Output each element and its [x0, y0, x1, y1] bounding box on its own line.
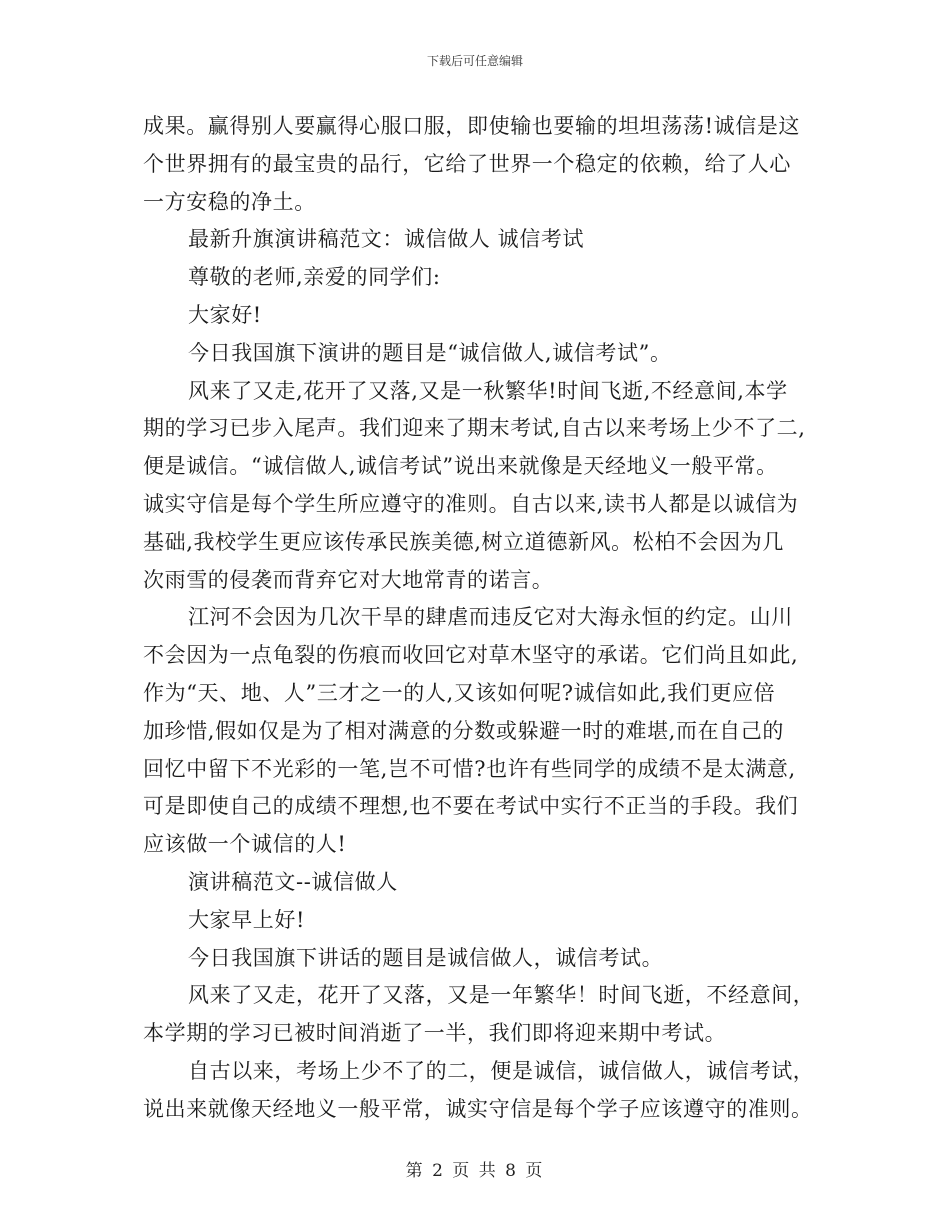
page-number-footer: 第 2 页 共 8 页: [405, 1161, 545, 1181]
text-line: 不会因为一点龟裂的伤痕而收回它对草木坚守的承诺。它们尚且如此,: [143, 643, 799, 668]
text-line: 一方安稳的净土。: [143, 189, 316, 214]
text-line: 成果。赢得别人要赢得心服口服，即使输也要输的坦坦荡荡!诚信是这: [143, 114, 801, 138]
text-line: 应该做一个诚信的人!: [143, 832, 347, 857]
text-line: 加珍惜,假如仅是为了相对满意的分数或躲避一时的难堪,而在自己的: [143, 718, 784, 743]
text-line: 今日我国旗下演讲的题目是“诚信做人,诚信考试”。: [188, 340, 672, 365]
text-line: 江河不会因为几次干旱的肆虐而违反它对大海永恒的约定。山川: [188, 605, 793, 630]
text-line: 自古以来，考场上少不了的二，便是诚信，诚信做人，诚信考试，: [188, 1058, 815, 1083]
text-line: 大家好!: [188, 302, 262, 327]
text-line: 期的学习已步入尾声。我们迎来了期末考试,自古以来考场上少不了二,: [143, 416, 806, 441]
text-line: 大家早上好!: [188, 907, 306, 932]
text-line: 演讲稿范文--诚信做人: [188, 869, 398, 894]
text-line: 可是即使自己的成绩不理想,也不要在考试中实行不正当的手段。我们: [143, 794, 799, 819]
text-line: 基础,我校学生更应该传承民族美德,树立道德新风。松柏不会因为几: [143, 529, 784, 554]
text-line: 说出来就像天经地义一般平常，诚实守信是每个学子应该遵守的准则。: [143, 1096, 813, 1121]
text-line: 今日我国旗下讲话的题目是诚信做人，诚信考试。: [188, 945, 664, 970]
text-line: 作为“天、地、人”三才之一的人,又该如何呢?诚信如此,我们更应倍: [143, 680, 776, 705]
page-header-note: 下载后可任意编辑: [426, 54, 523, 68]
text-line: 次雨雪的侵袭而背弃它对大地常青的诺言。: [143, 567, 554, 592]
text-line: 诚实守信是每个学生所应遵守的准则。自古以来,读书人都是以诚信为: [143, 491, 799, 516]
document-body: [143, 108, 815, 1129]
text-line: 尊敬的老师,亲爱的同学们:: [188, 265, 441, 290]
text-line: 本学期的学习已被时间消逝了一半，我们即将迎来期中考试。: [143, 1021, 727, 1046]
text-line: 风来了又走,花开了又落,又是一秋繁华!时间飞逝,不经意间,本学: [188, 378, 788, 403]
text-line: 便是诚信。“诚信做人,诚信考试”说出来就像是天经地义一般平常。: [143, 454, 778, 479]
text-line: 回忆中留下不光彩的一笔,岂不可惜?也许有些同学的成绩不是太满意,: [143, 756, 796, 781]
text-line: 风来了又走，花开了又落，又是一年繁华！时间飞逝，不经意间，: [188, 983, 815, 1008]
text-line: 最新升旗演讲稿范文：诚信做人 诚信考试: [188, 227, 585, 252]
text-line: 个世界拥有的最宝贵的品行，它给了世界一个稳定的依赖，给了人心: [143, 151, 791, 176]
